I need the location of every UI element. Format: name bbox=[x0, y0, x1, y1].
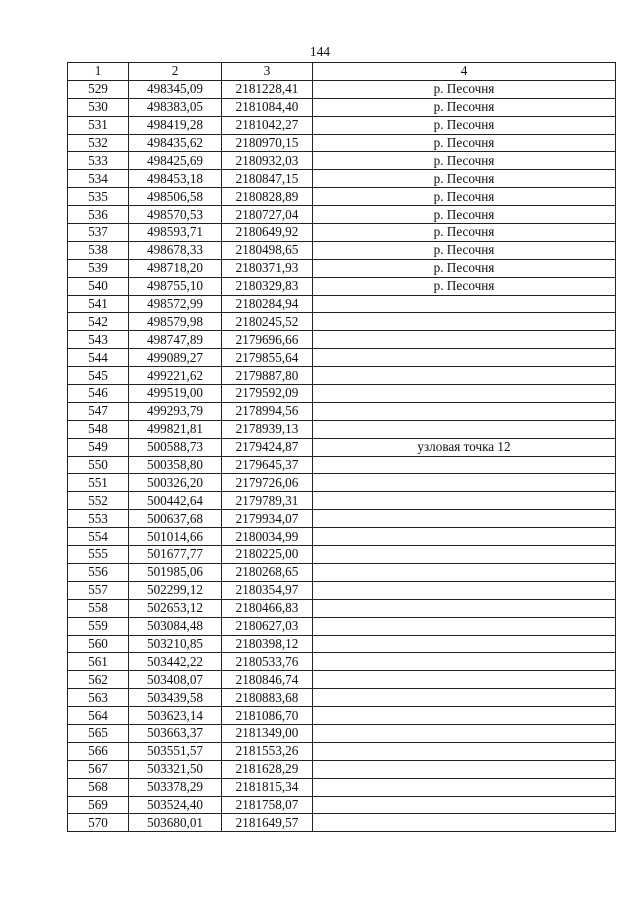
point-number-cell: 559 bbox=[68, 617, 129, 635]
x-coordinate-cell: 503210,85 bbox=[129, 635, 222, 653]
x-coordinate-cell: 503680,01 bbox=[129, 814, 222, 832]
description-cell: р. Песочня bbox=[313, 188, 616, 206]
description-cell bbox=[313, 707, 616, 725]
table-row bbox=[68, 313, 616, 331]
point-number-cell: 547 bbox=[68, 402, 129, 420]
point-number-cell: 540 bbox=[68, 277, 129, 295]
description-cell bbox=[313, 295, 616, 313]
table-row bbox=[68, 546, 616, 564]
y-coordinate-cell: 2179696,66 bbox=[222, 331, 313, 349]
description-cell: р. Песочня bbox=[313, 152, 616, 170]
y-coordinate-cell: 2179855,64 bbox=[222, 349, 313, 367]
point-number-cell: 557 bbox=[68, 581, 129, 599]
y-coordinate-cell: 2180828,89 bbox=[222, 188, 313, 206]
y-coordinate-cell: 2179887,80 bbox=[222, 367, 313, 385]
table-row bbox=[68, 152, 616, 170]
point-number-cell: 542 bbox=[68, 313, 129, 331]
point-number-cell: 567 bbox=[68, 760, 129, 778]
x-coordinate-cell: 498678,33 bbox=[129, 241, 222, 259]
point-number-cell: 538 bbox=[68, 241, 129, 259]
x-coordinate-cell: 503623,14 bbox=[129, 707, 222, 725]
table-row bbox=[68, 510, 616, 528]
table-row bbox=[68, 438, 616, 456]
table-row bbox=[68, 385, 616, 403]
point-number-cell: 544 bbox=[68, 349, 129, 367]
x-coordinate-cell: 499293,79 bbox=[129, 402, 222, 420]
x-coordinate-cell: 498435,62 bbox=[129, 134, 222, 152]
table-row bbox=[68, 295, 616, 313]
point-number-cell: 570 bbox=[68, 814, 129, 832]
y-coordinate-cell: 2180846,74 bbox=[222, 671, 313, 689]
y-coordinate-cell: 2180970,15 bbox=[222, 134, 313, 152]
table-row bbox=[68, 241, 616, 259]
description-cell bbox=[313, 546, 616, 564]
y-coordinate-cell: 2180034,99 bbox=[222, 528, 313, 546]
x-coordinate-cell: 501014,66 bbox=[129, 528, 222, 546]
point-number-cell: 533 bbox=[68, 152, 129, 170]
y-coordinate-cell: 2180371,93 bbox=[222, 259, 313, 277]
x-coordinate-cell: 499221,62 bbox=[129, 367, 222, 385]
description-cell bbox=[313, 814, 616, 832]
x-coordinate-cell: 503084,48 bbox=[129, 617, 222, 635]
description-cell bbox=[313, 689, 616, 707]
y-coordinate-cell: 2181349,00 bbox=[222, 724, 313, 742]
x-coordinate-cell: 500326,20 bbox=[129, 474, 222, 492]
y-coordinate-cell: 2180498,65 bbox=[222, 241, 313, 259]
y-coordinate-cell: 2181228,41 bbox=[222, 80, 313, 98]
table-body bbox=[68, 80, 616, 831]
description-cell bbox=[313, 617, 616, 635]
column-header-3: 3 bbox=[222, 63, 313, 81]
point-number-cell: 550 bbox=[68, 456, 129, 474]
description-cell bbox=[313, 385, 616, 403]
table-row bbox=[68, 420, 616, 438]
x-coordinate-cell: 500637,68 bbox=[129, 510, 222, 528]
point-number-cell: 548 bbox=[68, 420, 129, 438]
point-number-cell: 531 bbox=[68, 116, 129, 134]
table-row bbox=[68, 617, 616, 635]
description-cell bbox=[313, 671, 616, 689]
table-row bbox=[68, 331, 616, 349]
point-number-cell: 560 bbox=[68, 635, 129, 653]
description-cell bbox=[313, 563, 616, 581]
table-row bbox=[68, 653, 616, 671]
description-cell bbox=[313, 456, 616, 474]
table-row bbox=[68, 277, 616, 295]
description-cell bbox=[313, 724, 616, 742]
y-coordinate-cell: 2180245,52 bbox=[222, 313, 313, 331]
x-coordinate-cell: 498425,69 bbox=[129, 152, 222, 170]
y-coordinate-cell: 2180398,12 bbox=[222, 635, 313, 653]
point-number-cell: 568 bbox=[68, 778, 129, 796]
x-coordinate-cell: 503321,50 bbox=[129, 760, 222, 778]
description-cell bbox=[313, 313, 616, 331]
x-coordinate-cell: 500588,73 bbox=[129, 438, 222, 456]
table-row bbox=[68, 80, 616, 98]
y-coordinate-cell: 2180354,97 bbox=[222, 581, 313, 599]
point-number-cell: 534 bbox=[68, 170, 129, 188]
description-cell bbox=[313, 635, 616, 653]
description-cell bbox=[313, 796, 616, 814]
y-coordinate-cell: 2180847,15 bbox=[222, 170, 313, 188]
x-coordinate-cell: 498383,05 bbox=[129, 98, 222, 116]
description-cell: р. Песочня bbox=[313, 259, 616, 277]
point-number-cell: 565 bbox=[68, 724, 129, 742]
x-coordinate-cell: 498419,28 bbox=[129, 116, 222, 134]
point-number-cell: 551 bbox=[68, 474, 129, 492]
point-number-cell: 532 bbox=[68, 134, 129, 152]
description-cell: р. Песочня bbox=[313, 98, 616, 116]
x-coordinate-cell: 499519,00 bbox=[129, 385, 222, 403]
description-cell: р. Песочня bbox=[313, 116, 616, 134]
description-cell: р. Песочня bbox=[313, 277, 616, 295]
x-coordinate-cell: 498747,89 bbox=[129, 331, 222, 349]
point-number-cell: 539 bbox=[68, 259, 129, 277]
table-row bbox=[68, 671, 616, 689]
y-coordinate-cell: 2180268,65 bbox=[222, 563, 313, 581]
y-coordinate-cell: 2181042,27 bbox=[222, 116, 313, 134]
table-row bbox=[68, 760, 616, 778]
y-coordinate-cell: 2180883,68 bbox=[222, 689, 313, 707]
point-number-cell: 554 bbox=[68, 528, 129, 546]
table-row bbox=[68, 349, 616, 367]
point-number-cell: 556 bbox=[68, 563, 129, 581]
x-coordinate-cell: 500358,80 bbox=[129, 456, 222, 474]
description-cell: р. Песочня bbox=[313, 170, 616, 188]
x-coordinate-cell: 498453,18 bbox=[129, 170, 222, 188]
y-coordinate-cell: 2178939,13 bbox=[222, 420, 313, 438]
column-header-1: 1 bbox=[68, 63, 129, 81]
description-cell bbox=[313, 510, 616, 528]
y-coordinate-cell: 2180284,94 bbox=[222, 295, 313, 313]
point-number-cell: 555 bbox=[68, 546, 129, 564]
column-header-2: 2 bbox=[129, 63, 222, 81]
table-row bbox=[68, 796, 616, 814]
point-number-cell: 537 bbox=[68, 224, 129, 242]
y-coordinate-cell: 2181815,34 bbox=[222, 778, 313, 796]
point-number-cell: 569 bbox=[68, 796, 129, 814]
x-coordinate-cell: 503442,22 bbox=[129, 653, 222, 671]
x-coordinate-cell: 503663,37 bbox=[129, 724, 222, 742]
x-coordinate-cell: 501985,06 bbox=[129, 563, 222, 581]
description-cell bbox=[313, 474, 616, 492]
point-number-cell: 564 bbox=[68, 707, 129, 725]
point-number-cell: 563 bbox=[68, 689, 129, 707]
table-header-row bbox=[68, 63, 616, 81]
coordinates-table bbox=[67, 62, 616, 832]
y-coordinate-cell: 2181086,70 bbox=[222, 707, 313, 725]
description-cell bbox=[313, 760, 616, 778]
description-cell bbox=[313, 331, 616, 349]
y-coordinate-cell: 2180932,03 bbox=[222, 152, 313, 170]
point-number-cell: 535 bbox=[68, 188, 129, 206]
table-row bbox=[68, 456, 616, 474]
page-number: 144 bbox=[309, 44, 331, 59]
point-number-cell: 562 bbox=[68, 671, 129, 689]
description-cell: узловая точка 12 bbox=[313, 438, 616, 456]
y-coordinate-cell: 2181649,57 bbox=[222, 814, 313, 832]
table-row bbox=[68, 724, 616, 742]
table-row bbox=[68, 492, 616, 510]
table-row bbox=[68, 224, 616, 242]
point-number-cell: 552 bbox=[68, 492, 129, 510]
table-row bbox=[68, 581, 616, 599]
description-cell: р. Песочня bbox=[313, 224, 616, 242]
description-cell bbox=[313, 581, 616, 599]
y-coordinate-cell: 2179592,09 bbox=[222, 385, 313, 403]
description-cell: р. Песочня bbox=[313, 206, 616, 224]
x-coordinate-cell: 503524,40 bbox=[129, 796, 222, 814]
x-coordinate-cell: 498570,53 bbox=[129, 206, 222, 224]
x-coordinate-cell: 499089,27 bbox=[129, 349, 222, 367]
y-coordinate-cell: 2180329,83 bbox=[222, 277, 313, 295]
y-coordinate-cell: 2179726,06 bbox=[222, 474, 313, 492]
table-row bbox=[68, 635, 616, 653]
y-coordinate-cell: 2180225,00 bbox=[222, 546, 313, 564]
y-coordinate-cell: 2179645,37 bbox=[222, 456, 313, 474]
description-cell: р. Песочня bbox=[313, 80, 616, 98]
table-row bbox=[68, 402, 616, 420]
table-row bbox=[68, 206, 616, 224]
y-coordinate-cell: 2180727,04 bbox=[222, 206, 313, 224]
table-row bbox=[68, 259, 616, 277]
point-number-cell: 536 bbox=[68, 206, 129, 224]
table-row bbox=[68, 170, 616, 188]
y-coordinate-cell: 2181628,29 bbox=[222, 760, 313, 778]
description-cell bbox=[313, 599, 616, 617]
x-coordinate-cell: 498345,09 bbox=[129, 80, 222, 98]
description-cell bbox=[313, 420, 616, 438]
x-coordinate-cell: 498718,20 bbox=[129, 259, 222, 277]
description-cell bbox=[313, 367, 616, 385]
x-coordinate-cell: 502653,12 bbox=[129, 599, 222, 617]
y-coordinate-cell: 2181758,07 bbox=[222, 796, 313, 814]
x-coordinate-cell: 503439,58 bbox=[129, 689, 222, 707]
y-coordinate-cell: 2179424,87 bbox=[222, 438, 313, 456]
table-row bbox=[68, 778, 616, 796]
point-number-cell: 566 bbox=[68, 742, 129, 760]
description-cell bbox=[313, 402, 616, 420]
table-row bbox=[68, 367, 616, 385]
point-number-cell: 553 bbox=[68, 510, 129, 528]
x-coordinate-cell: 499821,81 bbox=[129, 420, 222, 438]
table-row bbox=[68, 474, 616, 492]
table-row bbox=[68, 188, 616, 206]
y-coordinate-cell: 2181553,26 bbox=[222, 742, 313, 760]
description-cell bbox=[313, 653, 616, 671]
point-number-cell: 545 bbox=[68, 367, 129, 385]
point-number-cell: 543 bbox=[68, 331, 129, 349]
table-row bbox=[68, 707, 616, 725]
table-row bbox=[68, 528, 616, 546]
y-coordinate-cell: 2180627,03 bbox=[222, 617, 313, 635]
table-row bbox=[68, 814, 616, 832]
x-coordinate-cell: 498755,10 bbox=[129, 277, 222, 295]
table-row bbox=[68, 98, 616, 116]
x-coordinate-cell: 498579,98 bbox=[129, 313, 222, 331]
description-cell bbox=[313, 742, 616, 760]
table-row bbox=[68, 134, 616, 152]
description-cell bbox=[313, 778, 616, 796]
x-coordinate-cell: 498593,71 bbox=[129, 224, 222, 242]
x-coordinate-cell: 503408,07 bbox=[129, 671, 222, 689]
x-coordinate-cell: 502299,12 bbox=[129, 581, 222, 599]
point-number-cell: 561 bbox=[68, 653, 129, 671]
table-row bbox=[68, 563, 616, 581]
y-coordinate-cell: 2178994,56 bbox=[222, 402, 313, 420]
description-cell: р. Песочня bbox=[313, 134, 616, 152]
table-row bbox=[68, 599, 616, 617]
point-number-cell: 529 bbox=[68, 80, 129, 98]
y-coordinate-cell: 2179934,07 bbox=[222, 510, 313, 528]
y-coordinate-cell: 2179789,31 bbox=[222, 492, 313, 510]
y-coordinate-cell: 2181084,40 bbox=[222, 98, 313, 116]
y-coordinate-cell: 2180533,76 bbox=[222, 653, 313, 671]
description-cell bbox=[313, 528, 616, 546]
description-cell bbox=[313, 492, 616, 510]
x-coordinate-cell: 498572,99 bbox=[129, 295, 222, 313]
point-number-cell: 549 bbox=[68, 438, 129, 456]
table-row bbox=[68, 742, 616, 760]
x-coordinate-cell: 503378,29 bbox=[129, 778, 222, 796]
x-coordinate-cell: 501677,77 bbox=[129, 546, 222, 564]
point-number-cell: 541 bbox=[68, 295, 129, 313]
description-cell: р. Песочня bbox=[313, 241, 616, 259]
x-coordinate-cell: 503551,57 bbox=[129, 742, 222, 760]
y-coordinate-cell: 2180649,92 bbox=[222, 224, 313, 242]
y-coordinate-cell: 2180466,83 bbox=[222, 599, 313, 617]
table-row bbox=[68, 689, 616, 707]
table-row bbox=[68, 116, 616, 134]
point-number-cell: 558 bbox=[68, 599, 129, 617]
description-cell bbox=[313, 349, 616, 367]
column-header-4: 4 bbox=[313, 63, 616, 81]
point-number-cell: 530 bbox=[68, 98, 129, 116]
x-coordinate-cell: 500442,64 bbox=[129, 492, 222, 510]
point-number-cell: 546 bbox=[68, 385, 129, 403]
x-coordinate-cell: 498506,58 bbox=[129, 188, 222, 206]
